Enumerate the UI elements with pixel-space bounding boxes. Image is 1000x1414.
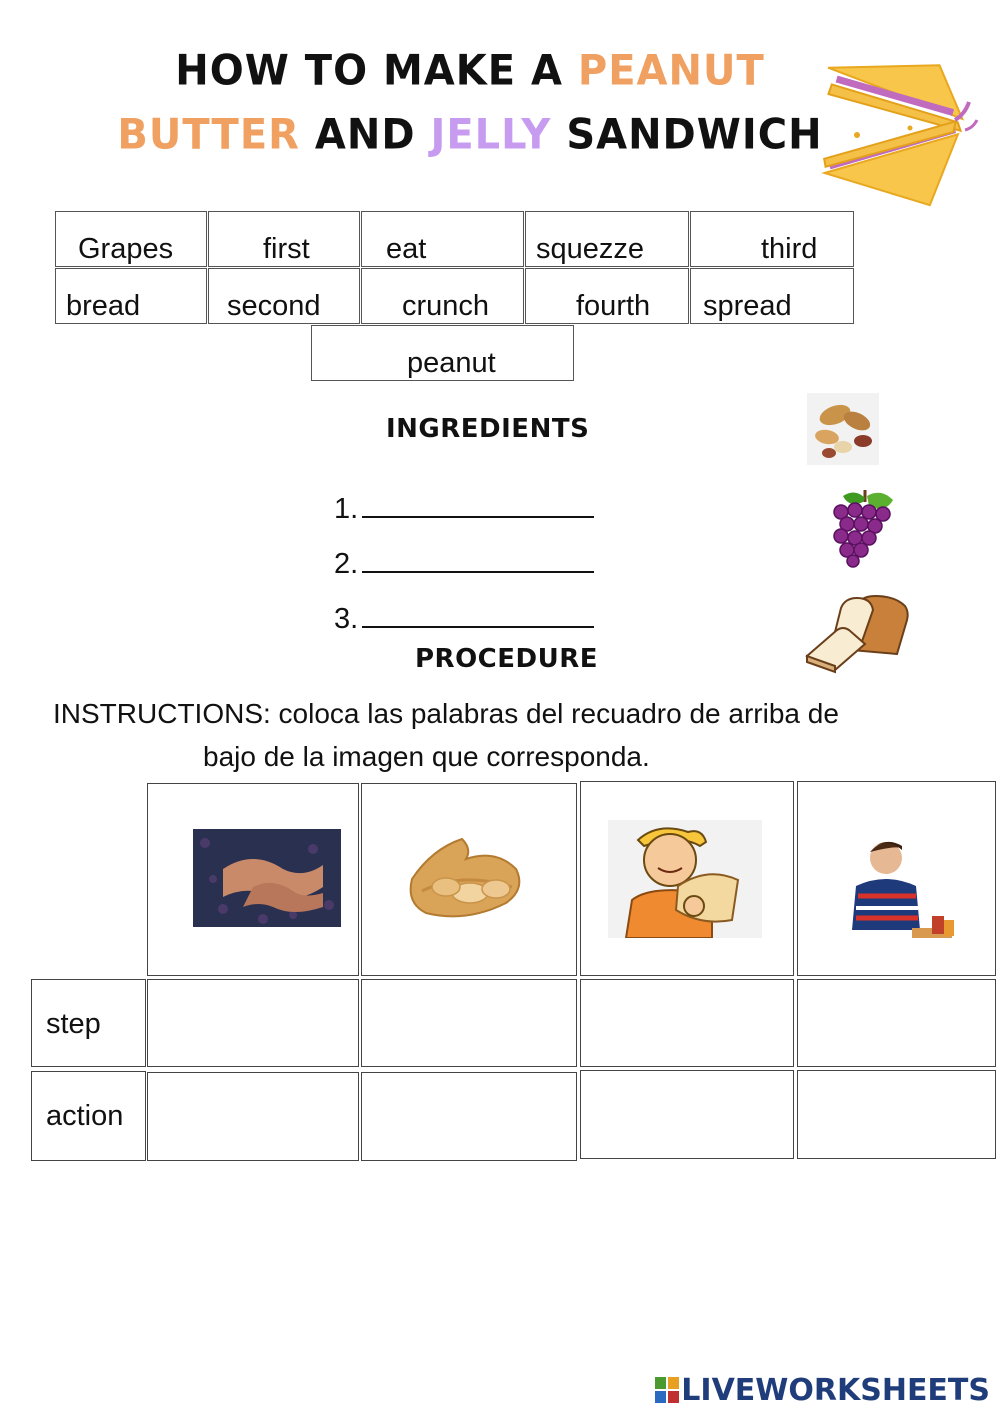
instructions-line-1: INSTRUCTIONS: coloca las palabras del recuadro de arriba de	[53, 698, 839, 729]
action-answer-4[interactable]	[797, 1070, 996, 1159]
ingredient-blank[interactable]	[362, 490, 594, 518]
title-segment: SANDWICH	[551, 110, 823, 160]
step-label: step	[46, 1008, 101, 1040]
word-box[interactable]	[525, 211, 689, 267]
ingredient-number: 2.	[334, 548, 359, 580]
procedure-heading: PROCEDURE	[415, 644, 598, 674]
sandwich-icon	[815, 50, 985, 225]
peanut-butter-photo	[402, 829, 532, 925]
liveworksheets-badge-icon	[655, 1377, 679, 1403]
action-label-cell	[31, 1071, 146, 1161]
crushing-grapes-photo	[193, 829, 341, 927]
image-cell-2	[361, 783, 577, 976]
title-line-1	[0, 47, 940, 95]
word-box[interactable]	[208, 211, 360, 267]
step-label-cell	[31, 979, 146, 1067]
word-box[interactable]	[55, 211, 207, 267]
title-segment: BUTTER	[117, 110, 300, 160]
word-text: spread	[703, 290, 792, 322]
action-answer-3[interactable]	[580, 1070, 794, 1159]
ingredient-line-2[interactable]	[334, 545, 594, 581]
image-cell-3	[580, 781, 794, 976]
step-answer-1[interactable]	[147, 979, 359, 1067]
word-text: eat	[386, 233, 427, 265]
action-label: action	[46, 1100, 124, 1132]
instructions-line-2: bajo de la imagen que corresponda.	[203, 741, 650, 772]
boy-spreading-photo	[846, 834, 956, 950]
word-text: fourth	[576, 290, 651, 322]
word-box[interactable]	[208, 268, 360, 324]
title-segment: PEANUT	[577, 46, 765, 96]
liveworksheets-logo[interactable]	[655, 1373, 990, 1408]
ingredient-number: 3.	[334, 603, 359, 635]
word-box[interactable]	[311, 325, 574, 381]
peanuts-icon	[807, 393, 879, 465]
boy-eating-sandwich-image	[608, 820, 762, 938]
word-box[interactable]	[361, 211, 524, 267]
ingredient-line-3[interactable]	[334, 600, 594, 636]
title-segment: JELLY	[430, 110, 552, 160]
word-text: third	[761, 233, 818, 265]
ingredient-blank[interactable]	[362, 600, 594, 628]
action-answer-1[interactable]	[147, 1072, 359, 1161]
ingredient-blank[interactable]	[362, 545, 594, 573]
word-box[interactable]	[690, 211, 854, 267]
ingredient-number: 1.	[334, 493, 359, 525]
word-box[interactable]	[55, 268, 207, 324]
word-box[interactable]	[361, 268, 524, 324]
word-text: bread	[66, 290, 141, 322]
word-text: first	[263, 233, 310, 265]
action-answer-2[interactable]	[361, 1072, 577, 1161]
step-answer-2[interactable]	[361, 979, 577, 1067]
word-text: peanut	[407, 347, 496, 379]
title-line-2	[0, 111, 940, 159]
word-text: second	[227, 290, 321, 322]
image-cell-1	[147, 783, 359, 976]
title-segment: HOW TO MAKE A	[175, 46, 578, 96]
step-answer-4[interactable]	[797, 979, 996, 1067]
brand-name: LIVEWORKSHEETS	[681, 1373, 990, 1408]
ingredient-line-1[interactable]	[334, 490, 594, 526]
title-segment: AND	[299, 110, 431, 160]
word-text: squezze	[536, 233, 645, 265]
ingredients-heading: INGREDIENTS	[386, 414, 590, 444]
word-text: crunch	[402, 290, 490, 322]
image-cell-4	[797, 781, 996, 976]
word-box[interactable]	[690, 268, 854, 324]
step-answer-3[interactable]	[580, 979, 794, 1067]
grapes-icon	[825, 486, 903, 568]
word-box[interactable]	[525, 268, 689, 324]
bread-icon	[803, 592, 911, 674]
word-text: Grapes	[78, 233, 174, 265]
